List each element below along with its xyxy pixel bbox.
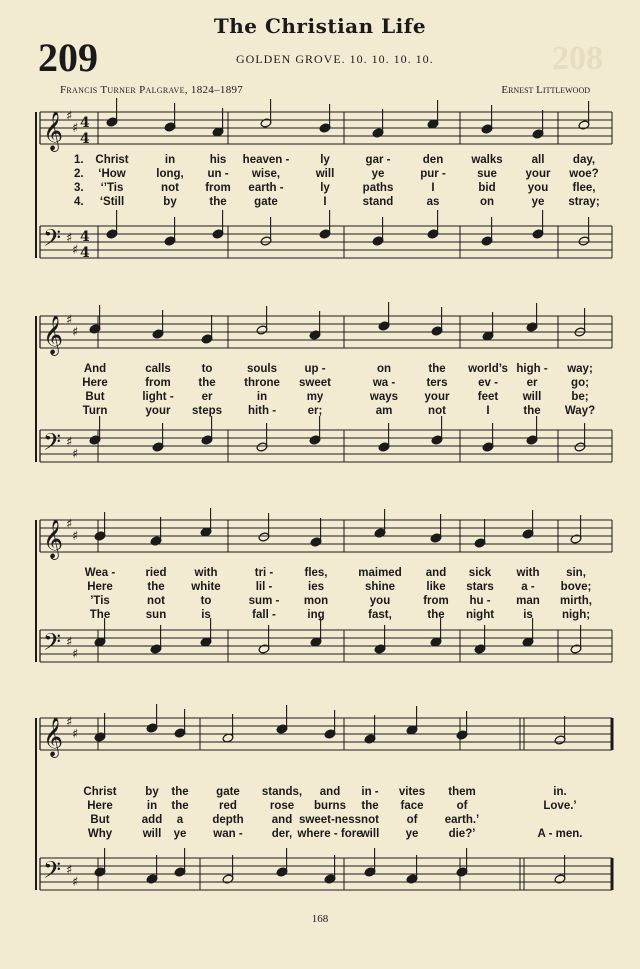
lyric-syllable: nigh; bbox=[561, 609, 591, 621]
lyric-syllable: not bbox=[428, 405, 446, 417]
lyric-syllable: is bbox=[523, 609, 533, 621]
treble-clef: 𝄞 bbox=[43, 111, 64, 151]
lyric-syllable: I bbox=[323, 196, 327, 208]
lyric-syllable: den bbox=[422, 154, 444, 166]
lyric-syllable: ly bbox=[320, 154, 330, 166]
lyric-syllable: And bbox=[83, 363, 107, 375]
sharp-sign: ♯ bbox=[72, 647, 79, 662]
lyric-syllable: not bbox=[147, 595, 165, 607]
lyric-syllable: light - bbox=[142, 391, 174, 403]
lyric-syllable: Turn bbox=[82, 405, 108, 417]
lyric-line bbox=[0, 405, 640, 419]
lyric-syllable: woe? bbox=[569, 168, 599, 180]
time-signature: 4 bbox=[80, 131, 90, 147]
section-title: The Christian Life bbox=[213, 14, 427, 38]
lyric-syllable: The bbox=[89, 609, 111, 621]
lyric-syllable: the bbox=[198, 377, 216, 389]
lyric-syllable: ye bbox=[531, 196, 545, 208]
lyric-syllable: throne bbox=[244, 377, 280, 389]
sharp-sign: ♯ bbox=[66, 231, 73, 246]
lyric-syllable: of bbox=[456, 800, 468, 812]
lyric-syllable: steps bbox=[191, 405, 223, 417]
lyric-syllable: Christ bbox=[95, 154, 129, 166]
lyric-syllable: vites bbox=[398, 786, 426, 798]
lyric-syllable: way; bbox=[567, 363, 593, 375]
lyric-syllable: earth - bbox=[248, 182, 284, 194]
lyric-syllable: is bbox=[201, 609, 211, 621]
lyric-syllable: the bbox=[147, 581, 165, 593]
lyric-syllable: night bbox=[465, 609, 495, 621]
lyric-syllable: from bbox=[205, 182, 231, 194]
lyric-syllable: am bbox=[375, 405, 393, 417]
lyric-syllable: fles, bbox=[304, 567, 328, 579]
lyric-syllable: I bbox=[486, 405, 490, 417]
lyric-syllable: from bbox=[145, 377, 171, 389]
lyric-syllable: But bbox=[85, 391, 105, 403]
lyric-syllable: maimed bbox=[358, 567, 402, 579]
sharp-sign: ♯ bbox=[66, 635, 73, 650]
verse-number: 2. bbox=[74, 168, 84, 180]
verse-number: 1. bbox=[74, 154, 84, 166]
lyric-syllable: the bbox=[427, 609, 445, 621]
lyric-syllable: sue bbox=[477, 168, 497, 180]
lyric-syllable: ye bbox=[371, 168, 385, 180]
bleed-through-number: 208 bbox=[552, 40, 603, 77]
sharp-sign: ♯ bbox=[66, 435, 73, 450]
lyric-syllable: walks bbox=[471, 154, 503, 166]
lyric-syllable: bid bbox=[478, 182, 496, 194]
lyric-syllable: flee, bbox=[572, 182, 596, 194]
lyric-syllable: your bbox=[525, 168, 551, 180]
lyric-line bbox=[0, 800, 640, 814]
lyric-syllable: hu - bbox=[469, 595, 491, 607]
lyric-syllable: burns bbox=[314, 800, 346, 812]
lyric-syllable: with bbox=[194, 567, 218, 579]
lyric-syllable: fast, bbox=[368, 609, 392, 621]
lyric-syllable: them bbox=[448, 786, 476, 798]
lyric-syllable: calls bbox=[145, 363, 171, 375]
lyric-syllable: rose bbox=[269, 800, 295, 812]
lyric-syllable: der, bbox=[271, 828, 293, 840]
verse-number: 4. bbox=[74, 196, 84, 208]
sharp-sign: ♯ bbox=[72, 875, 79, 890]
lyric-syllable: and bbox=[319, 786, 341, 798]
lyric-syllable: in bbox=[146, 800, 158, 812]
time-signature: 4 bbox=[80, 115, 90, 131]
lyric-syllable: Here bbox=[82, 377, 108, 389]
lyric-syllable: stray; bbox=[568, 196, 600, 208]
sharp-sign: ♯ bbox=[72, 727, 79, 742]
lyric-syllable: paths bbox=[362, 182, 394, 194]
lyric-syllable: ye bbox=[405, 828, 419, 840]
lyric-syllable: er bbox=[526, 377, 538, 389]
lyric-syllable: from bbox=[423, 595, 449, 607]
lyric-syllable: man bbox=[516, 595, 540, 607]
lyric-syllable: fall - bbox=[252, 609, 276, 621]
lyric-syllable: your bbox=[424, 391, 450, 403]
lyric-line bbox=[0, 168, 640, 182]
lyric-syllable: stars bbox=[466, 581, 494, 593]
lyric-syllable: ies bbox=[308, 581, 324, 593]
lyric-syllable: sin, bbox=[566, 567, 586, 579]
lyric-syllable: by bbox=[145, 786, 159, 798]
lyric-syllable: ‘How bbox=[98, 168, 126, 180]
lyric-syllable: Wea - bbox=[84, 567, 116, 579]
lyric-line bbox=[0, 377, 640, 391]
author-credit: Francis Turner Palgrave, 1824–1897 bbox=[60, 84, 244, 96]
lyric-syllable: die?’ bbox=[448, 828, 476, 840]
lyric-syllable: shine bbox=[364, 581, 396, 593]
lyric-syllable: ried bbox=[145, 567, 167, 579]
lyric-syllable: in bbox=[256, 391, 268, 403]
lyric-syllable: pur - bbox=[420, 168, 446, 180]
lyric-syllable: on bbox=[376, 363, 392, 375]
lyric-syllable: red bbox=[219, 800, 237, 812]
lyric-syllable: add bbox=[141, 814, 163, 826]
lyric-syllable: hith - bbox=[247, 405, 277, 417]
lyric-line bbox=[0, 814, 640, 828]
lyric-syllable: stands, bbox=[261, 786, 303, 798]
treble-clef: 𝄞 bbox=[43, 717, 64, 757]
lyric-syllable: ters bbox=[426, 377, 448, 389]
lyric-line bbox=[0, 595, 640, 609]
lyric-syllable: wa - bbox=[372, 377, 396, 389]
lyric-syllable: sweet bbox=[299, 377, 331, 389]
lyric-syllable: gate bbox=[216, 786, 240, 798]
lyric-syllable: will bbox=[360, 828, 380, 840]
lyric-syllable: you bbox=[527, 182, 549, 194]
lyric-syllable: like bbox=[426, 581, 446, 593]
lyric-syllable: earth.’ bbox=[444, 814, 480, 826]
lyric-syllable: and bbox=[425, 567, 447, 579]
lyric-syllable: ing bbox=[307, 609, 325, 621]
sharp-sign: ♯ bbox=[72, 529, 79, 544]
lyric-syllable: er bbox=[201, 391, 213, 403]
sharp-sign: ♯ bbox=[66, 517, 73, 532]
lyric-line bbox=[0, 786, 640, 800]
lyric-syllable: will bbox=[522, 391, 542, 403]
lyric-syllable: a - bbox=[521, 581, 535, 593]
lyric-syllable: Christ bbox=[83, 786, 117, 798]
lyric-line bbox=[0, 567, 640, 581]
lyric-syllable: mirth, bbox=[560, 595, 592, 607]
lyric-syllable: Here bbox=[87, 581, 113, 593]
lyric-syllable: er; bbox=[307, 405, 323, 417]
lyric-syllable: heaven - bbox=[242, 154, 290, 166]
sharp-sign: ♯ bbox=[72, 121, 79, 136]
lyric-syllable: up - bbox=[304, 363, 326, 375]
sharp-sign: ♯ bbox=[72, 447, 79, 462]
lyric-line bbox=[0, 828, 640, 842]
lyric-syllable: the bbox=[171, 786, 189, 798]
lyric-syllable: Here bbox=[87, 800, 113, 812]
lyric-syllable: to bbox=[201, 363, 213, 375]
page-number: 168 bbox=[311, 913, 329, 925]
lyric-syllable: ‘’Tis bbox=[100, 182, 124, 194]
lyric-syllable: long, bbox=[156, 168, 184, 180]
lyric-syllable: sweet-ness bbox=[298, 814, 362, 826]
lyric-syllable: sick bbox=[468, 567, 492, 579]
lyric-syllable: in bbox=[164, 154, 176, 166]
lyric-syllable: in - bbox=[361, 786, 379, 798]
lyric-syllable: the bbox=[361, 800, 379, 812]
lyric-syllable: all bbox=[531, 154, 545, 166]
sharp-sign: ♯ bbox=[66, 863, 73, 878]
sharp-sign: ♯ bbox=[66, 313, 73, 328]
lyric-line bbox=[0, 196, 640, 210]
sharp-sign: ♯ bbox=[66, 109, 73, 124]
time-signature: 4 bbox=[80, 245, 90, 261]
lyric-syllable: by bbox=[163, 196, 177, 208]
lyric-syllable: gate bbox=[254, 196, 278, 208]
lyric-syllable: where - fore bbox=[297, 828, 363, 840]
verse-number: 3. bbox=[74, 182, 84, 194]
lyric-syllable: will bbox=[142, 828, 162, 840]
lyric-syllable: with bbox=[516, 567, 540, 579]
hymn-number: 209 bbox=[38, 35, 98, 80]
lyric-syllable: stand bbox=[362, 196, 394, 208]
lyric-syllable: bove; bbox=[560, 581, 592, 593]
lyric-syllable: be; bbox=[571, 391, 589, 403]
lyric-line bbox=[0, 154, 640, 168]
lyric-line bbox=[0, 363, 640, 377]
lyric-syllable: feet bbox=[477, 391, 499, 403]
lyric-syllable: depth bbox=[212, 814, 244, 826]
lyric-syllable: mon bbox=[303, 595, 329, 607]
lyric-syllable: and bbox=[271, 814, 293, 826]
lyric-syllable: the bbox=[523, 405, 541, 417]
lyric-syllable: un - bbox=[207, 168, 229, 180]
lyric-syllable: ye bbox=[173, 828, 187, 840]
lyric-line bbox=[0, 581, 640, 595]
lyric-syllable: the bbox=[209, 196, 227, 208]
lyric-syllable: I bbox=[431, 182, 435, 194]
lyric-syllable: Why bbox=[87, 828, 113, 840]
bass-clef: 𝄢 bbox=[43, 628, 62, 661]
lyric-syllable: tri - bbox=[254, 567, 274, 579]
time-signature: 4 bbox=[80, 229, 90, 245]
lyric-syllable: But bbox=[90, 814, 110, 826]
lyric-syllable: as bbox=[426, 196, 440, 208]
lyric-syllable: to bbox=[200, 595, 212, 607]
lyric-line bbox=[0, 609, 640, 623]
lyric-syllable: world’s bbox=[468, 363, 508, 375]
lyric-syllable: not bbox=[161, 182, 179, 194]
lyric-syllable: wan - bbox=[213, 828, 243, 840]
bass-clef: 𝄢 bbox=[43, 856, 62, 889]
lyric-syllable: in. bbox=[553, 786, 567, 798]
lyric-syllable: your bbox=[145, 405, 171, 417]
sharp-sign: ♯ bbox=[66, 715, 73, 730]
lyric-line bbox=[0, 182, 640, 196]
lyric-syllable: go; bbox=[571, 377, 589, 389]
lyric-syllable: you bbox=[369, 595, 391, 607]
bass-clef: 𝄢 bbox=[43, 224, 62, 257]
lyric-syllable: of bbox=[406, 814, 418, 826]
treble-clef: 𝄞 bbox=[43, 519, 64, 559]
lyric-syllable: sun bbox=[145, 609, 167, 621]
lyric-syllable: ev - bbox=[478, 377, 498, 389]
lyric-syllable: gar - bbox=[365, 154, 391, 166]
lyric-syllable: ways bbox=[369, 391, 399, 403]
lyric-syllable: a bbox=[176, 814, 184, 826]
lyric-syllable: sum - bbox=[248, 595, 280, 607]
lyric-syllable: not bbox=[361, 814, 379, 826]
lyric-syllable: high - bbox=[516, 363, 548, 375]
treble-clef: 𝄞 bbox=[43, 315, 64, 355]
lyric-syllable: white bbox=[191, 581, 221, 593]
lyric-syllable: ’Tis bbox=[90, 595, 110, 607]
sharp-sign: ♯ bbox=[72, 243, 79, 258]
lyric-line bbox=[0, 391, 640, 405]
lyric-syllable: day, bbox=[572, 154, 596, 166]
lyric-syllable: ly bbox=[320, 182, 330, 194]
lyric-syllable: the bbox=[171, 800, 189, 812]
bass-clef: 𝄢 bbox=[43, 428, 62, 461]
lyric-syllable: Way? bbox=[564, 405, 596, 417]
lyric-syllable: A - men. bbox=[537, 828, 583, 840]
tune-name: GOLDEN GROVE. 10. 10. 10. 10. bbox=[236, 52, 434, 66]
lyric-syllable: face bbox=[400, 800, 424, 812]
lyric-syllable: the bbox=[428, 363, 446, 375]
composer-credit: Ernest Littlewood bbox=[501, 84, 590, 96]
lyric-syllable: souls bbox=[246, 363, 278, 375]
sharp-sign: ♯ bbox=[72, 325, 79, 340]
lyric-syllable: Love.’ bbox=[543, 800, 577, 812]
lyric-syllable: wise, bbox=[251, 168, 281, 180]
lyric-syllable: will bbox=[315, 168, 335, 180]
lyric-syllable: lil - bbox=[255, 581, 273, 593]
lyric-syllable: ‘Still bbox=[99, 196, 125, 208]
lyric-syllable: my bbox=[306, 391, 324, 403]
lyric-syllable: on bbox=[479, 196, 495, 208]
lyric-syllable: his bbox=[209, 154, 227, 166]
